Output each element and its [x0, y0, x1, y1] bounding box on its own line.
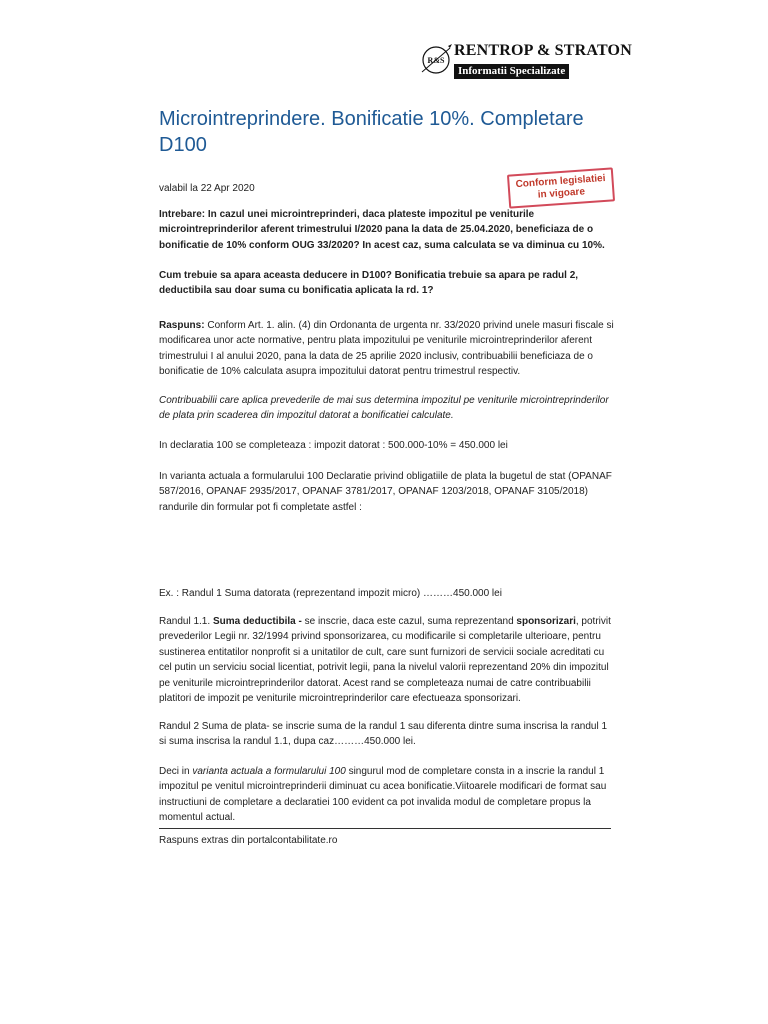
article-title: Microintreprindere. Bonificatie 10%. Completare D100	[159, 108, 584, 156]
seal-icon	[418, 42, 454, 78]
answer-label: Raspuns:	[159, 320, 205, 331]
conclusion-prefix: Deci in	[159, 766, 193, 777]
legislation-stamp	[507, 167, 615, 208]
row-1-1-paragraph	[159, 614, 615, 706]
source-line: Raspuns extras din portalcontabilitate.ro	[159, 835, 338, 846]
question-paragraph-2: Cum trebuie sa apara aceasta deducere in D100? Bonificatia trebuie sa apara pe radul 2, deductibila sau doar suma cu bonificatia aplicata la rd. 1?	[159, 270, 579, 297]
row-1-1-bold2: sponsorizari	[516, 616, 576, 627]
row-1-1-prefix: Randul 1.1.	[159, 616, 213, 627]
example-line: Ex. : Randul 1 Suma datorata (reprezentand impozit micro) ………450.000 lei	[159, 588, 502, 599]
answer-text: Conform Art. 1. alin. (4) din Ordonanta de urgenta nr. 33/2020 privind unele masuri fiscale si modificarea unor acte normative, pentru plata impozitului pe veniturile microintreprinderilor aferent trimestrului I al anului 2020, pana la data de 25 aprilie 2020 inclusiv, contribuabilii beneficiaza de o bonificatie de 10% calculata asupra impozitului datorat pentru trimestrul respectiv.	[159, 320, 614, 378]
question-paragraph-1: Intrebare: In cazul unei microintreprinderi, daca plateste impozitul pe veniturile microintreprinderilor aferent trimestrului I/2020 pana la data de 25.04.2020, beneficiaza de o bonificatie de 10% conform OUG 33/2020? In acest caz, suma calculata se va diminua cu 10%.	[159, 209, 605, 251]
answer-paragraph	[159, 318, 615, 380]
row-1-1-bold: Suma deductibila -	[212, 616, 305, 627]
conclusion-paragraph	[159, 764, 615, 826]
valid-date: valabil la 22 Apr 2020	[159, 183, 255, 194]
italic-paragraph: Contribuabilii care aplica prevederile de mai sus determina impozitul pe veniturile microintreprinderilor de plata prin scaderea din impozitul datorat a bonificatiei calculate.	[159, 395, 609, 422]
d100-line: In declaratia 100 se completeaza : impozit datorat : 500.000-10% = 450.000 lei	[159, 440, 508, 451]
conclusion-italic: varianta actuala a formularului 100	[192, 766, 346, 777]
brand-tagline: Informatii Specializate	[454, 64, 569, 79]
stamp-line-1: Conform legislatiei	[515, 172, 606, 191]
row-2-paragraph: Randul 2 Suma de plata- se inscrie suma de la randul 1 sau diferenta dintre suma inscrisa la randul 1 si suma inscrisa la randul 1.1, dupa caz………450.000 lei.	[159, 721, 608, 748]
seal-monogram: R&S	[427, 56, 445, 65]
conclusion-rest: singurul mod de completare consta in a inscrie la randul 1 impozitul pe venitul microintreprinderii diminuat cu acea bonificatie.Viitoarele modificari de format sau instructiuni de completare a declaratiei 100 evident ca pot invalida modul de completare propus la momentul actual.	[159, 766, 607, 824]
row-1-1-rest: , potrivit prevederilor Legii nr. 32/1994 privind sponsorizarea, cu modificarile si completarile ulterioare, pentru sustinerea entitatilor nonprofit si a unitatilor de cult, care sunt furnizori de servicii sociale acreditati cu cel putin un serviciu social licentiat, potrivit legii, pana la nivelul valorii reprezentand 20% din impozitul pe veniturile microintreprinderilor datorat. Acest rand se completeaza numai de catre contribuabilii platitori de impozit pe veniturile microintreprinderilor care efectueaza sponsorizari.	[159, 616, 611, 705]
row-1-1-mid: se inscrie, daca este cazul, suma reprezentand	[304, 616, 517, 627]
variant-paragraph: In varianta actuala a formularului 100 Declaratie privind obligatiile de plata la bugetul de stat (OPANAF 587/2016, OPANAF 2935/2017, OPANAF 3781/2017, OPANAF 1203/2018, OPANAF 3105/2018) randurile din formular pot fi completate astfel :	[159, 471, 612, 513]
publisher-logo	[418, 40, 632, 82]
stamp-line-2: in vigoare	[537, 186, 586, 201]
brand-name: RENTROP & STRATON	[454, 42, 632, 59]
divider	[159, 828, 611, 829]
